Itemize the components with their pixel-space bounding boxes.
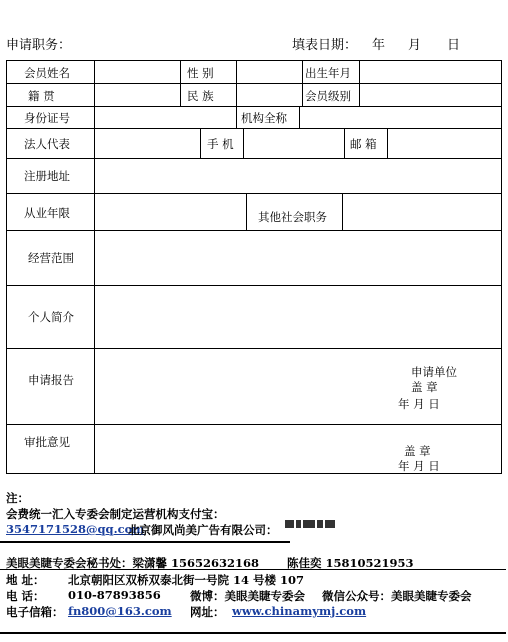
divider-line bbox=[0, 632, 506, 634]
second-contact: 陈佳奕 15810521953 bbox=[287, 556, 414, 570]
column-divider bbox=[344, 128, 345, 158]
fee-note: 会费统一汇入专委会制定运营机构支付宝： bbox=[6, 507, 225, 521]
wechat: 微信公众号：美眼美睫专委会 bbox=[322, 589, 472, 603]
qr-stamp-icon bbox=[285, 520, 341, 530]
row-divider bbox=[7, 158, 501, 159]
divider-line bbox=[0, 541, 290, 543]
column-divider bbox=[243, 128, 244, 158]
position-label: 申请职务： bbox=[6, 38, 72, 53]
column-divider bbox=[94, 61, 95, 473]
label-email: 邮 箱 bbox=[350, 137, 377, 151]
column-divider bbox=[236, 106, 237, 128]
phone-value: 010-87893856 bbox=[68, 588, 161, 602]
label-application-report: 申请报告 bbox=[28, 373, 74, 387]
report-date: 年 月 日 bbox=[398, 397, 440, 411]
label-legal-rep: 法人代表 bbox=[24, 137, 70, 151]
label-bio: 个人简介 bbox=[28, 310, 74, 324]
label-member-name: 会员姓名 bbox=[24, 66, 70, 80]
application-form bbox=[6, 60, 502, 474]
row-divider bbox=[7, 285, 501, 286]
note-label: 注： bbox=[6, 491, 29, 505]
address-label: 地 址： bbox=[6, 573, 45, 587]
label-business-scope: 经营范围 bbox=[28, 251, 74, 265]
site-label: 网址： bbox=[190, 605, 225, 619]
column-divider bbox=[302, 61, 303, 106]
email-link[interactable]: fn800@163.com bbox=[68, 604, 172, 618]
row-divider bbox=[7, 83, 501, 84]
column-divider bbox=[342, 193, 343, 230]
website-link[interactable]: www.chinamymj.com bbox=[232, 604, 367, 618]
label-reg-address: 注册地址 bbox=[24, 169, 70, 183]
column-divider bbox=[246, 193, 247, 230]
date-day: 日 bbox=[447, 38, 461, 53]
date-month: 月 bbox=[408, 38, 422, 53]
row-divider bbox=[7, 106, 501, 107]
label-gender: 性 别 bbox=[187, 66, 214, 80]
applicant-unit: 申请单位 bbox=[411, 365, 457, 379]
approval-seal: 盖 章 bbox=[404, 444, 431, 458]
seal-text: 盖 章 bbox=[411, 380, 438, 394]
column-divider bbox=[359, 61, 360, 106]
column-divider bbox=[387, 128, 388, 158]
row-divider bbox=[7, 424, 501, 425]
date-label: 填表日期： bbox=[292, 38, 358, 53]
label-ethnicity: 民 族 bbox=[187, 89, 214, 103]
secretariat-contact: 美眼美睫专委会秘书处：梁潇馨 15652632168 bbox=[6, 556, 260, 570]
label-other-duties: 其他社会职务 bbox=[258, 210, 327, 224]
label-years-in-industry: 从业年限 bbox=[24, 206, 70, 220]
label-native-place: 籍 贯 bbox=[28, 89, 55, 103]
label-approval: 审批意见 bbox=[24, 435, 70, 449]
date-year: 年 bbox=[372, 38, 386, 53]
weibo: 微博：美眼美睫专委会 bbox=[190, 589, 305, 603]
alipay-account[interactable]: 3547171528@qq.com bbox=[6, 522, 145, 536]
phone-label: 电 话： bbox=[6, 589, 45, 603]
label-id-number: 身份证号 bbox=[24, 111, 70, 125]
label-member-level: 会员级别 bbox=[305, 89, 351, 103]
column-divider bbox=[236, 61, 237, 106]
label-org-full-name: 机构全称 bbox=[241, 111, 287, 125]
column-divider bbox=[299, 106, 300, 128]
email-label: 电子信箱： bbox=[6, 605, 64, 619]
label-birth: 出生年月 bbox=[305, 66, 351, 80]
column-divider bbox=[200, 128, 201, 158]
address-value: 北京朝阳区双桥双泰北街一号院 14 号楼 107 bbox=[68, 573, 305, 587]
label-mobile: 手 机 bbox=[207, 137, 234, 151]
divider-line bbox=[0, 569, 506, 570]
row-divider bbox=[7, 230, 501, 231]
company-name: 北京御风尚美广告有限公司： bbox=[128, 523, 278, 537]
column-divider bbox=[180, 61, 181, 106]
row-divider bbox=[7, 128, 501, 129]
approval-date: 年 月 日 bbox=[398, 459, 440, 473]
row-divider bbox=[7, 193, 501, 194]
row-divider bbox=[7, 348, 501, 349]
